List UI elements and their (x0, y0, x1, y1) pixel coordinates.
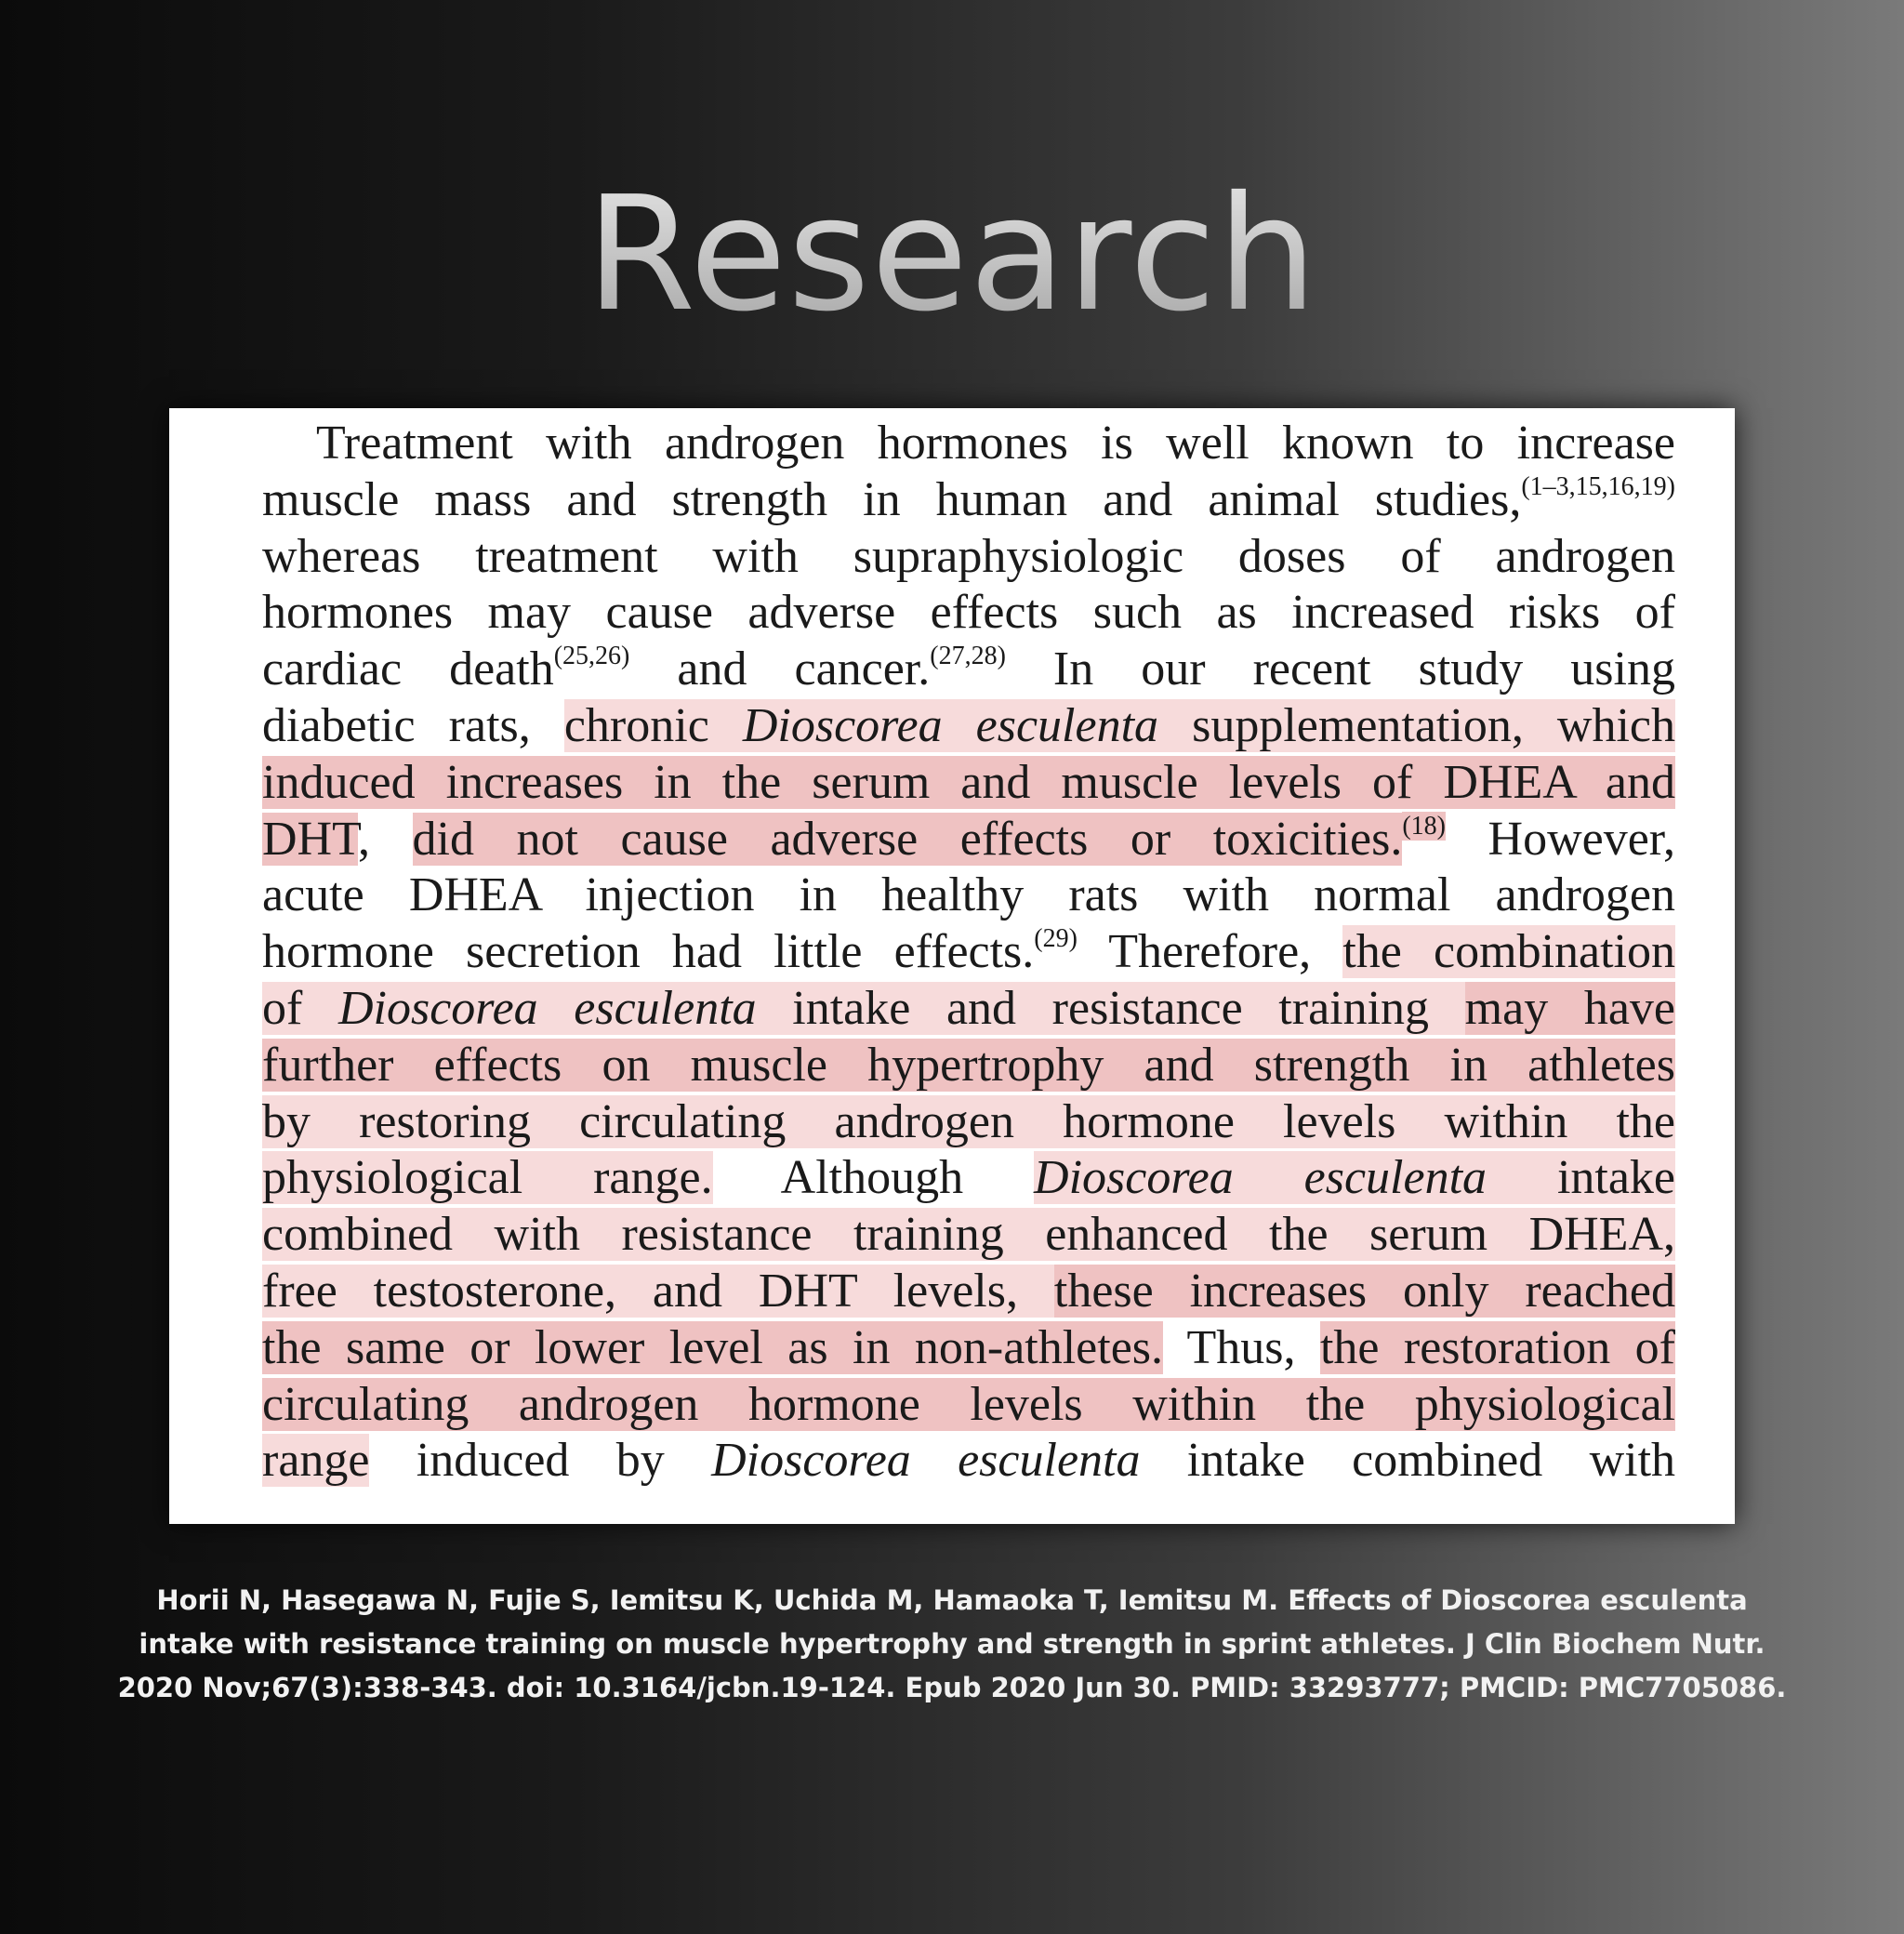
highlighted-text: the same or lower level as in non-athletes. (262, 1320, 1164, 1374)
highlighted-text: further effects on muscle hypertrophy and strength in athletes (262, 1038, 1675, 1092)
reference-superscript: (25,26) (553, 642, 630, 671)
highlighted-text: Dioscorea esculenta (1034, 1151, 1488, 1205)
highlighted-text: did not cause adverse effects or toxicities. (412, 812, 1403, 866)
paper-excerpt (169, 408, 1735, 1524)
highlighted-text: chronic (563, 698, 743, 752)
highlighted-text: DHT (262, 812, 359, 866)
highlighted-text: the combination (1342, 925, 1676, 979)
text-line (262, 1433, 1675, 1490)
text-segment: Treatment with androgen hormones is well known to increase (316, 417, 1675, 470)
text-line (262, 585, 1675, 642)
highlighted-text: may have (1464, 981, 1675, 1035)
highlighted-text: circulating androgen hormone levels within the physiological (262, 1377, 1675, 1431)
text-line (262, 924, 1675, 981)
highlighted-text: range (262, 1434, 370, 1488)
text-segment: whereas treatment with supraphysiologic doses of androgen (262, 529, 1675, 583)
text-line (262, 1150, 1675, 1207)
text-segment: muscle mass and strength in human and animal studies, (262, 472, 1522, 526)
citation-text: Horii N, Hasegawa N, Fujie S, Iemitsu K, Uchida M, Hamaoka T, Iemitsu M. Effects of Dioscorea esculenta intake with resistance training on muscle hypertrophy and strength in sprint athletes. J Clin Biochem Nutr. 2020 Nov;67(3):338-343. doi: 10.3164/jcbn.19-124. Epub 2020 Jun 30. PMID: 33293777; PMCID: PMC7705086. (117, 1584, 1787, 1703)
text-segment: intake combined with (1140, 1434, 1676, 1488)
text-segment: Although (712, 1151, 1035, 1205)
text-line (262, 755, 1675, 812)
text-line (262, 1377, 1675, 1434)
text-segment: hormone secretion had little effects. (262, 925, 1035, 979)
text-segment: cardiac death (262, 642, 554, 696)
highlighted-text: intake and resistance training (756, 981, 1465, 1035)
highlighted-text: combined with resistance training enhanced the serum DHEA, (262, 1208, 1675, 1262)
highlighted-text: (18) (1402, 811, 1446, 841)
text-line (262, 1264, 1675, 1320)
text-line (262, 1094, 1675, 1151)
text-segment: , (358, 812, 413, 866)
text-segment: diabetic rats, (262, 698, 564, 752)
text-segment: and cancer. (629, 642, 931, 696)
text-line (262, 642, 1675, 698)
text-line (262, 529, 1675, 586)
excerpt-body (262, 416, 1675, 1490)
text-segment: In our recent study using (1005, 642, 1675, 696)
highlighted-text: supplementation, which (1158, 698, 1675, 752)
text-line (262, 1038, 1675, 1094)
highlighted-text: Dioscorea esculenta (337, 981, 757, 1035)
text-line (262, 868, 1675, 924)
text-segment: hormones may cause adverse effects such as increased risks of (262, 586, 1675, 640)
highlighted-text: induced increases in the serum and muscle levels of DHEA and (262, 755, 1675, 809)
highlighted-text: by restoring circulating androgen hormone levels within the (262, 1094, 1675, 1148)
text-line (262, 812, 1675, 868)
text-line (262, 1207, 1675, 1264)
highlighted-text: physiological range. (262, 1151, 713, 1205)
highlighted-text: free testosterone, and DHT levels, (262, 1264, 1054, 1318)
highlighted-text: intake (1487, 1151, 1675, 1205)
text-segment: acute DHEA injection in healthy rats with normal androgen (262, 868, 1675, 922)
reference-superscript: (1–3,15,16,19) (1521, 471, 1675, 501)
text-line (262, 1320, 1675, 1377)
text-segment: However, (1446, 812, 1676, 866)
page-title: Research (0, 163, 1904, 347)
reference-superscript: (29) (1034, 924, 1078, 954)
highlighted-text: Dioscorea esculenta (742, 698, 1159, 752)
reference-superscript: (27,28) (930, 642, 1006, 671)
highlighted-text: the restoration of (1319, 1320, 1676, 1374)
text-line (262, 416, 1675, 472)
text-line (262, 981, 1675, 1038)
text-segment: induced by (369, 1434, 712, 1488)
text-segment: Therefore, (1077, 925, 1343, 979)
text-segment: Thus, (1163, 1320, 1320, 1374)
text-line (262, 472, 1675, 529)
text-line (262, 698, 1675, 755)
highlighted-text: of (262, 981, 338, 1035)
text-segment: Dioscorea esculenta (711, 1434, 1141, 1488)
highlighted-text: these increases only reached (1053, 1264, 1676, 1318)
